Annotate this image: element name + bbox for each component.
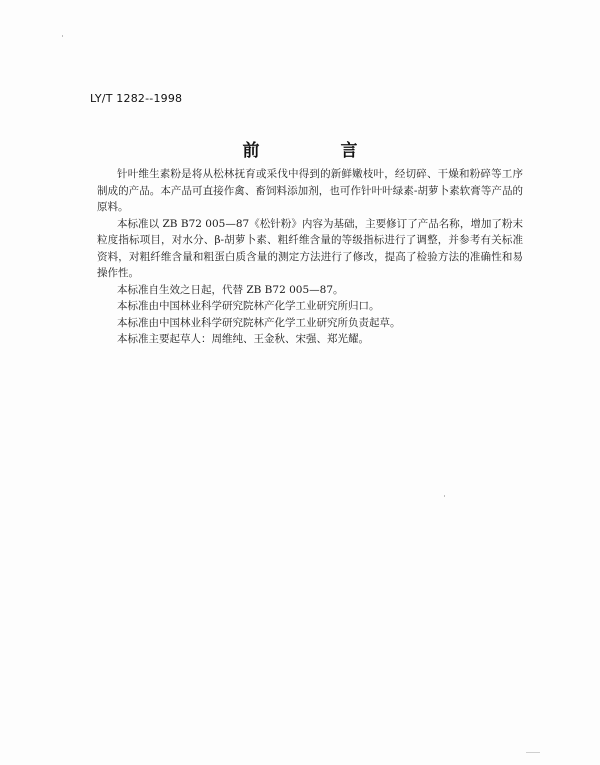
paragraph-intro: 针叶维生素粉是将从松林抚育或采伐中得到的新鲜嫩枝叶，经切碎、干燥和粉碎等工序制成的产品。本产品可直接作禽、畜饲料添加剂，也可作针叶叶绿素-胡萝卜素软膏等产品的原料。 [97,168,523,213]
paragraph-drafting-org: 本标准由中国林业科学研究院林产化学工业研究所负责起草。 [117,316,401,329]
paragraph-administration: 本标准由中国林业科学研究院林产化学工业研究所归口。 [117,300,380,312]
scan-speck [62,35,63,37]
paragraph-drafters: 本标准主要起草人：周维纯、王金秋、宋强、郑光耀。 [117,333,369,345]
scan-artifact [526,752,540,753]
paragraph-replacement: 本标准自生效之日起，代替 ZB B72 005—87。 [117,283,344,296]
foreword-body [97,166,523,348]
page-title: 前 言 [242,141,390,161]
standard-code: LY/T 1282--1998 [90,92,183,105]
paragraph-revision: 本标准以 ZB B72 005—87《松针粉》内容为基础，主要修订了产品名称，增加了粉末粒度指标项目，对水分、β-胡萝卜素、粗纤维含量的等级指标进行了调整，并参考有关标准资料，对粗纤维含量和粗蛋白质含量的测定方法进行了修改，提高了检验方法的准确性和易操作性。 [97,217,523,279]
scan-speck [444,495,445,497]
